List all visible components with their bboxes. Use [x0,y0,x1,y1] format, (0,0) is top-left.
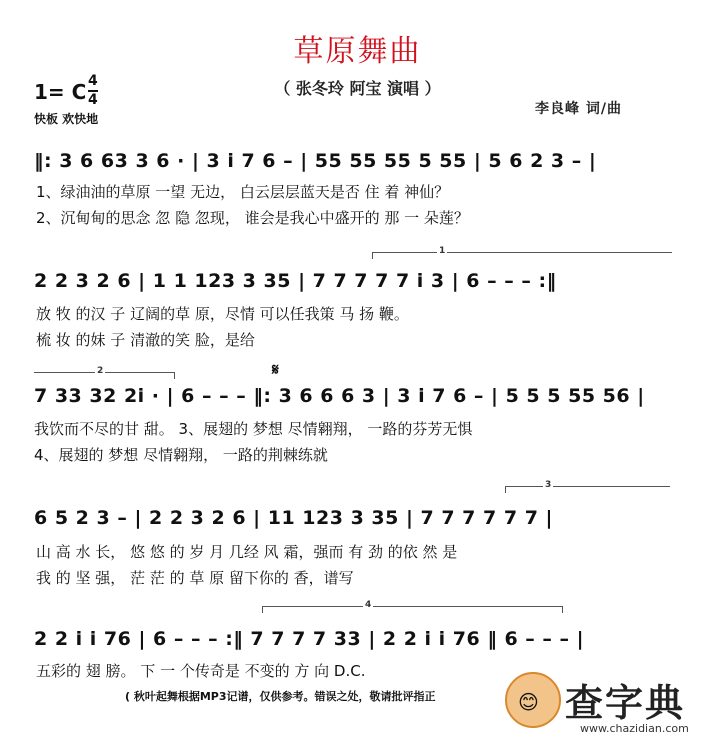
key-signature: 1= C [34,80,87,104]
lyric-line-5-1: 五彩的 翅 膀。 下 一 个传奇是 不变的 方 向 D.C. [36,662,366,680]
volta-2: 2 [97,366,104,376]
song-title: 草原舞曲 [293,34,422,69]
notation-row-2: 2 2 3 2 6 | 1 1 123 3 35 | 7 7 7 7 7 i 3 | 6 – – – :‖ [34,270,557,292]
meter-bottom: 4 [88,92,98,108]
composer-credit: 李良峰 词/曲 [535,101,622,117]
lyric-line-1-1: 1、绿油油的草原 一望 无边， 白云层层蓝天是否 住 着 神仙？ [36,183,450,201]
lyric-line-2-1: 放 牧 的汉 子 辽阔的草 原，尽情 可以任我策 马 扬 鞭。 [36,305,409,323]
singers-credit: （ 张冬玲 阿宝 演唱 ） [274,79,441,98]
lyric-line-4-1: 山 高 水 长， 悠 悠 的 岁 月 几经 风 霜，强而 有 劲 的依 然 是 [36,543,458,561]
volta-1: 1 [439,246,446,256]
tempo-marking: 快板 欢快地 [34,112,99,126]
volta-4: 4 [365,600,372,610]
lyric-line-3-1: 我饮而不尽的甘 甜。 3、展翅的 梦想 尽情翱翔， 一路的芬芳无惧 [34,420,473,438]
footer-note: ( 秋叶起舞根据MP3记谱，仅供参考。错误之处，敬请批评指正 [125,690,436,703]
mascot-icon: 😊 [518,690,539,714]
notation-row-4: 6 5 2 3 – | 2 2 3 2 6 | 11 123 3 35 | 7 7 7 7 7 7 | [34,507,553,529]
lyric-line-3-2: 4、展翅的 梦想 尽情翱翔， 一路的荆棘练就 [34,446,328,464]
lyric-line-4-2: 我 的 坚 强， 茫 茫 的 草 原 留下你的 香，谱写 [36,569,354,587]
meter-top: 4 [88,73,98,89]
volta-3: 3 [545,480,552,490]
time-signature [88,74,98,108]
lyric-line-1-2: 2、沉甸甸的思念 忽 隐 忽现， 谁会是我心中盛开的 那 一 朵莲？ [36,209,469,227]
notation-row-1: ‖: 3 6 63 3 6 · | 3 i 7 6 – | 55 55 55 5 55 | 5 6 2 3 – | [34,150,597,172]
watermark-url: www.chazidian.com [580,722,689,735]
watermark-text: 查字典 [565,681,686,725]
notation-row-3: 7 33 32 2i · | 6 – – – ‖: 3 6 6 6 3 | 3 i 7 6 – | 5 5 5 55 56 | [34,385,645,407]
notation-row-5: 2 2 i i 76 | 6 – – – :‖ 7 7 7 7 33 | 2 2 i i 76 ‖ 6 – – – | [34,628,585,650]
segno-sign: 𝄋 [272,360,279,379]
lyric-line-2-2: 梳 妆 的妹 子 清澈的笑 脸，是给 [36,331,255,349]
